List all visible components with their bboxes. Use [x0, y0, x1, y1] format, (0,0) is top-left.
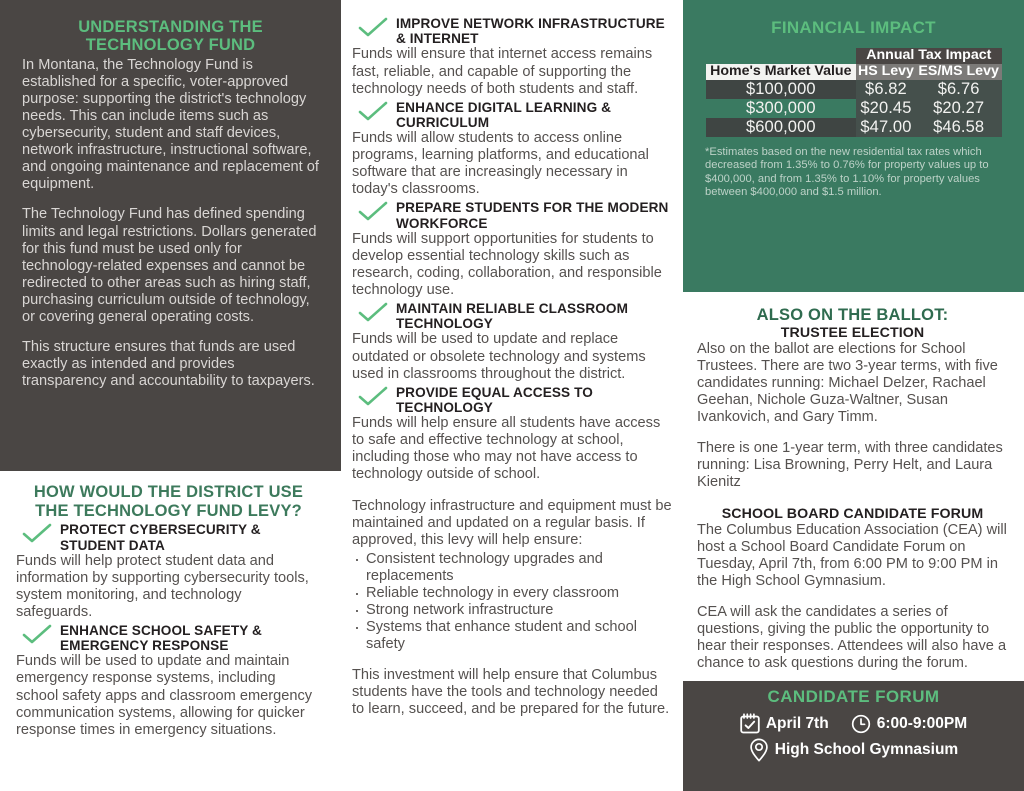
also-on-ballot-title: ALSO ON THE BALLOT: — [756, 306, 949, 324]
check-icon — [358, 17, 388, 39]
levy-item-classroom-tech — [352, 301, 674, 331]
levy-item-body: Funds will ensure that internet access remains fast, reliable, and capable of supporting the technology needs of both students and staff. — [352, 46, 653, 97]
levy-item-body: Funds will allow students to access online programs, learning platforms, and educational software that are increasingly necessary in today's classrooms. — [352, 130, 649, 198]
forum-paragraph-2: CEA will ask the candidates a series of questions, giving the public the opportunity to hear their responses. Attendees will also have a chance to ask questions during the forum. — [697, 603, 1007, 671]
levy-item-school-safety — [16, 623, 321, 653]
levy-item-heading: IMPROVE NETWORK INFRASTRUCTURE & INTERNET — [396, 16, 665, 47]
check-icon — [358, 101, 388, 123]
forum-location-label: High School Gymnasium — [774, 741, 959, 758]
levy-item-body: Funds will support opportunities for students to develop essential technology skills such as research, coding, collaboration, and responsible technology use. — [352, 230, 662, 298]
financial-impact-panel — [683, 0, 1024, 292]
forum-paragraph-1: The Columbus Education Association (CEA) will host a School Board Candidate Forum on Tuesday, April 7th, from 6:00 PM to 9:00 PM in the High School Gymnasium. — [697, 521, 1007, 589]
trustee-paragraph-1: Also on the ballot are elections for School Trustees. There are two 3-year terms, with five candidates running: Michael Delzer, Rachael Geehan, Nichole Guza-Waltner, Susan Ivankovich, and Gary Timm. — [697, 341, 998, 426]
levy-item-heading: ENHANCE DIGITAL LEARNING & CURRICULUM — [396, 99, 612, 130]
financial-impact-table — [706, 48, 1002, 137]
column-right — [683, 0, 1024, 791]
list-item: · Reliable technology in every classroom — [352, 585, 674, 602]
table-cell-value: $600,000 — [706, 118, 857, 137]
levy-usage-section — [0, 471, 341, 740]
check-icon — [358, 386, 388, 408]
panel-title-understanding: UNDERSTANDING THE TECHNOLOGY FUND — [78, 18, 263, 55]
table-row — [706, 80, 1002, 99]
trustee-election-subtitle: TRUSTEE ELECTION — [780, 325, 925, 341]
levy-item-body: Funds will help protect student data and information by supporting cybersecurity tools, system monitoring, and technology safeguards. — [16, 552, 309, 620]
check-icon — [22, 523, 52, 545]
spacer — [697, 492, 1008, 506]
check-icon — [358, 302, 388, 324]
table-cell-esms: $6.76 — [916, 80, 1002, 99]
forum-date-label: April 7th — [765, 714, 829, 732]
levy-item-heading: MAINTAIN RELIABLE CLASSROOM TECHNOLOGY — [396, 301, 629, 332]
location-pin-icon — [749, 738, 769, 762]
clock-icon — [851, 714, 871, 734]
list-item: · Strong network infrastructure — [352, 602, 674, 619]
column-middle — [352, 0, 682, 791]
spacer — [697, 426, 1008, 440]
list-item: · Consistent technology upgrades and replacements — [352, 551, 674, 585]
levy-ensure-list — [352, 551, 674, 653]
table-row-header — [706, 64, 1002, 80]
also-on-ballot-section — [683, 300, 1024, 672]
understanding-paragraph-3: This structure ensures that funds are used exactly as intended and provides transparency and accountability to taxpayers. — [22, 338, 315, 389]
table-cell-empty — [706, 48, 857, 64]
table-cell-hs: $47.00 — [856, 118, 916, 137]
levy-item-cybersecurity — [16, 522, 321, 552]
levy-item-heading: PROVIDE EQUAL ACCESS TO TECHNOLOGY — [396, 384, 593, 415]
check-icon — [22, 624, 52, 646]
levy-item-digital-learning — [352, 100, 674, 130]
understanding-paragraph-1: In Montana, the Technology Fund is established for a specific, voter-approved purpose: supporting the district's technology needs. This can include items such as cybersecurity, student and staff devices, network infrastructure, instructional software, and ongoing maintenance and replacement of equipment. — [22, 56, 319, 193]
forum-time-label: 6:00-9:00PM — [876, 714, 968, 732]
table-cell-hs: $20.45 — [856, 99, 916, 118]
financial-impact-footnote: *Estimates based on the new residential tax rates which decreased from 1.35% to 0.76% for property values up to $400,000, and from 1.35% to 1.10% for property values between $400,000 and $1.5 million. — [705, 145, 989, 199]
trustee-paragraph-2: There is one 1-year term, with three candidates running: Lisa Browning, Perry Helt, and Laura Kienitz — [697, 440, 1003, 491]
spacer — [352, 653, 674, 667]
levy-item-network — [352, 16, 674, 46]
forum-datetime-row — [693, 713, 1014, 734]
spacer — [352, 484, 674, 498]
forum-location-row — [693, 738, 1014, 762]
table-row — [706, 99, 1002, 118]
levy-usage-title: HOW WOULD THE DISTRICT USE THE TECHNOLOGY FUND LEVY? — [33, 483, 304, 520]
table-header-annual-tax-impact: Annual Tax Impact — [856, 48, 1001, 64]
levy-item-body: Funds will be used to update and maintain emergency response systems, including school safety apps and classroom emergency communication systems, allowing for quicker response times in emergency situations. — [16, 653, 313, 738]
table-cell-value: $100,000 — [706, 80, 857, 99]
forum-time — [851, 714, 967, 734]
spacer — [697, 590, 1008, 604]
levy-item-workforce — [352, 200, 674, 230]
table-cell-value: $300,000 — [706, 99, 857, 118]
levy-closing-paragraph: This investment will help ensure that Columbus students have the tools and technology needed to learn, succeed, and be prepared for the future. — [352, 666, 670, 717]
understanding-tech-fund-panel — [0, 0, 341, 471]
list-item: · Systems that enhance student and school safety — [352, 619, 674, 653]
table-row — [706, 118, 1002, 137]
column-left — [0, 0, 341, 791]
table-header-hs-levy: HS Levy — [857, 62, 914, 79]
check-icon — [358, 201, 388, 223]
candidate-forum-title: CANDIDATE FORUM — [767, 687, 940, 706]
forum-date — [740, 713, 829, 734]
levy-ensure-intro: Technology infrastructure and equipment must be maintained and updated on a regular basis. If approved, this levy will help ensure: — [352, 498, 672, 549]
understanding-paragraph-2: The Technology Fund has defined spending limits and legal restrictions. Dollars generated for this fund must be used only for technology-related expenses and cannot be redirected to other areas such as hiring staff, purchasing curriculum outside of technology, or covering general operating costs. — [22, 206, 317, 325]
table-header-home-market-value: Home's Market Value — [706, 64, 857, 80]
table-header-esms-levy: ES/MS Levy — [916, 64, 1002, 80]
levy-item-body: Funds will be used to update and replace outdated or obsolete technology and systems used in classrooms throughout the district. — [352, 331, 646, 382]
financial-impact-title: FINANCIAL IMPACT — [771, 18, 936, 37]
levy-item-heading: PREPARE STUDENTS FOR THE MODERN WORKFORCE — [396, 200, 669, 231]
table-cell-esms: $46.58 — [916, 118, 1002, 137]
candidate-forum-box — [683, 681, 1024, 791]
levy-item-heading: PROTECT CYBERSECURITY & STUDENT DATA — [60, 522, 261, 553]
levy-item-equal-access — [352, 385, 674, 415]
forum-location — [749, 738, 958, 762]
table-cell-hs: $6.82 — [856, 80, 916, 99]
calendar-icon — [740, 713, 760, 734]
table-row-annual-header — [706, 48, 1002, 64]
table-cell-esms: $20.27 — [916, 99, 1002, 118]
levy-item-body: Funds will help ensure all students have access to safe and effective technology at school, including those who may not have access to technology outside of school. — [352, 415, 661, 483]
levy-item-heading: ENHANCE SCHOOL SAFETY & EMERGENCY RESPONSE — [60, 622, 262, 654]
candidate-forum-subtitle: SCHOOL BOARD CANDIDATE FORUM — [721, 505, 984, 522]
